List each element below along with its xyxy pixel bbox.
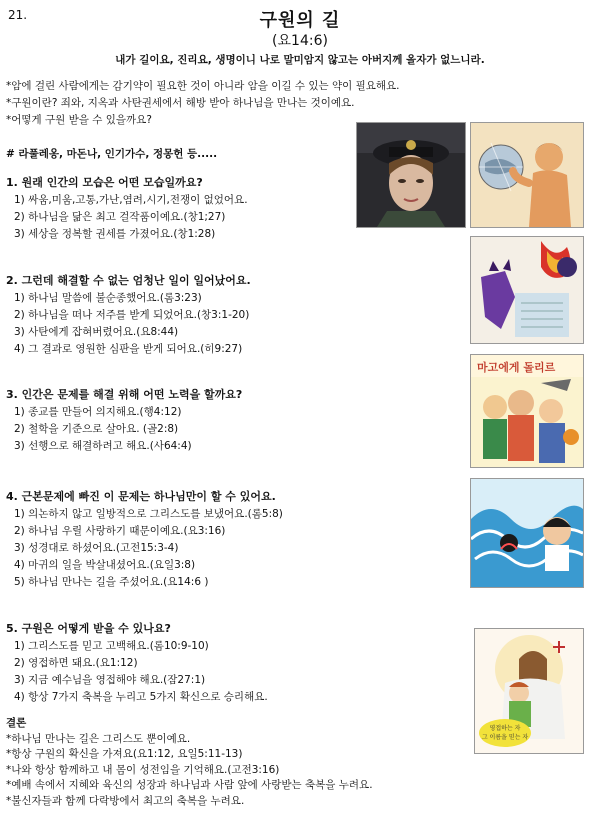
section-item: 3) 사탄에게 잡혀버렸어요.(요8:44) [14,326,179,338]
section-item: 2) 하나님을 떠나 저주를 받게 되었어요.(창3:1-20) [14,309,250,321]
intro-line: *구원이란? 죄와, 지옥과 사탄권세에서 해방 받아 하나님을 만나는 것이예요. [6,97,355,109]
section-item: 3) 선행으로 해결하려고 해요.(사64:4) [14,440,192,452]
section-item: 2) 하나님을 닮은 최고 걸작품이예요.(창1;27) [14,211,226,223]
verse-text: 내가 길이요, 진리요, 생명이니 나로 말미암지 않고는 아버지께 올자가 없느니라. [115,54,485,66]
section-item: 2) 영접하면 돼요.(요1:12) [14,657,138,669]
section-2 [6,272,466,358]
section-item: 3) 세상을 정복할 권세를 가졌어요.(창1:28) [14,228,216,240]
section-heading: 1. 원래 인간의 모습은 어떤 모습일까요? [6,176,203,189]
section-item: 4) 마귀의 일을 박살내셨어요.(요일3:8) [14,559,196,571]
conclusion-line: *하나님 만나는 길은 그리스도 뿐이예요. [6,732,191,745]
conclusion-line: *예배 속에서 지혜와 육신의 성장과 하나님과 사람 앞에 사랑받는 축복을 누려요. [6,779,373,791]
rescue-cartoon [470,478,584,588]
section-item: 1) 그리스도를 믿고 고백해요.(롬10:9-10) [14,640,209,652]
conclusion-heading: 결론 [6,717,27,729]
conclusion-line: *나와 항상 함께하고 내 몸이 성전임을 기억해요.(고전3:16) [6,763,280,776]
conclusion-line: *불신자들과 함께 다락방에서 최고의 축복을 누려요. [6,794,245,807]
portrait-photo [356,122,466,228]
examples-line: # 라풀레옹, 마돈나, 인기가수, 정몽헌 등..... [6,148,218,160]
intro-line: *암에 걸린 사람에게는 감기약이 필요한 것이 아니라 암을 이길 수 있는 약이 필요해요. [6,80,400,92]
section-item: 5) 하나님 만나는 길을 주셨어요.(요14:6 ) [14,576,209,588]
page-number: 21. [8,8,28,22]
section-item: 1) 싸움,미움,고통,가난,염려,시기,전쟁이 없었어요. [14,194,248,206]
section-3 [6,386,466,455]
section-heading: 5. 구원은 어떻게 받을 수 있나요? [6,622,171,635]
religions-cartoon [470,354,584,468]
section-item: 2) 하나님 우릴 사랑하기 때문이예요.(요3:16) [14,525,226,537]
section-item: 2) 철학을 기준으로 살아요. (골2:8) [14,423,179,435]
section-heading: 4. 근본문제에 빠진 이 문제는 하나님만이 할 수 있어요. [6,490,276,503]
section-heading: 2. 그런데 해결할 수 없는 엄청난 일이 일어났어요. [6,274,251,287]
section-item: 1) 하나님 말씀에 불순종했어요.(롬3:23) [14,292,202,304]
section-item: 3) 지금 예수님을 영접해야 해요.(잠27:1) [14,674,206,686]
cartoon-caption: 영접하는 자 [489,725,521,732]
cartoon-caption: 그 이름을 믿는 자 [481,734,529,741]
section-item: 4) 항상 7가지 축복을 누리고 5가지 확신으로 승리해요. [14,691,268,703]
section-item: 3) 성경대로 하셨어요.(고전15:3-4) [14,542,179,554]
globe-cartoon [470,122,584,228]
devil-cartoon [470,236,584,344]
cartoon-caption: 마고에게 돌리르 [477,361,556,374]
scripture-reference: (요14:6) [272,33,328,49]
embrace-cartoon [474,628,584,754]
conclusion-line: *항상 구원의 확신을 가져요(요1:12, 요일5:11-13) [6,748,243,760]
section-item: 1) 의논하지 않고 일방적으로 그리스도를 보냈어요.(롬5:8) [14,508,283,520]
section-4 [6,488,466,591]
intro-line: *어떻게 구원 받을 수 있을까요? [6,114,152,126]
section-item: 1) 종교를 만들어 의지해요.(행4:12) [14,406,182,418]
section-item: 4) 그 결과로 영원한 심판을 받게 되어요.(히9:27) [14,343,243,355]
section-heading: 3. 인간은 문제를 해결 위해 어떤 노력을 할까요? [6,388,243,401]
section-5 [6,620,466,706]
page-title: 구원의 길 [259,10,341,31]
